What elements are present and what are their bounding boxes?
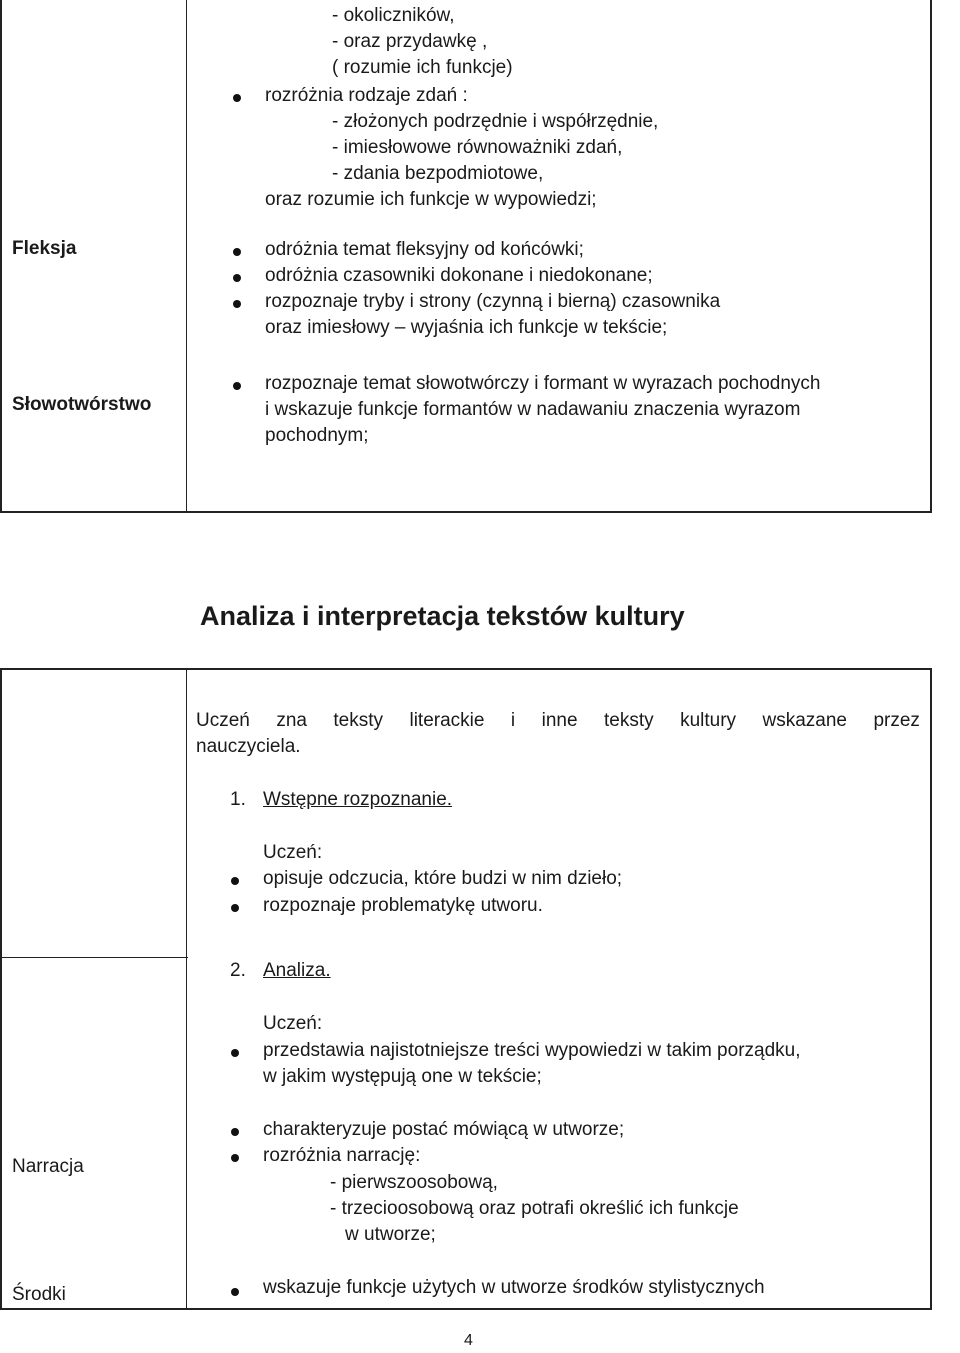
text-line: pochodnym; — [265, 425, 369, 446]
list-item: - pierwszoosobową, — [330, 1172, 498, 1193]
intro-word: Uczeń — [196, 710, 250, 731]
uczen-label: Uczeń: — [263, 842, 323, 863]
text-line: - imiesłowowe równoważniki zdań, — [332, 137, 623, 158]
intro-word: teksty — [333, 710, 384, 731]
text-line: rozpoznaje tryby i strony (czynną i bierną) czasownika — [265, 291, 721, 312]
list-item: wskazuje funkcje użytych w utworze środków stylistycznych — [263, 1277, 765, 1298]
text-line: ( rozumie ich funkcje) — [332, 57, 513, 78]
text-line: - zdania bezpodmiotowe, — [332, 163, 544, 184]
table-top-divider — [186, 0, 187, 512]
intro-word: literackie — [409, 710, 485, 731]
bullet-icon — [233, 274, 241, 282]
table-bottom-row-divider — [0, 957, 188, 958]
row-label-narracja: Narracja — [12, 1156, 84, 1177]
list-item: charakteryzuje postać mówiącą w utworze; — [263, 1119, 625, 1140]
row-label-slowotworstwo: Słowotwórstwo — [12, 394, 152, 415]
bullet-icon — [233, 382, 241, 390]
text-line: rozróżnia rodzaje zdań : — [265, 85, 468, 106]
bullet-icon — [233, 300, 241, 308]
intro-word: przez — [873, 710, 920, 731]
intro-word: kultury — [680, 710, 737, 731]
section-title: Analiza i interpretacja tekstów kultury — [200, 601, 685, 631]
text-line: rozpoznaje temat słowotwórczy i formant w wyrazach pochodnych — [265, 373, 821, 394]
intro-word: i — [510, 710, 516, 731]
bullet-icon — [231, 904, 239, 912]
row-label-fleksja: Fleksja — [12, 238, 77, 259]
list-item: przedstawia najistotniejsze treści wypowiedzi w takim porządku, — [263, 1040, 801, 1061]
row-label-srodki: Środki — [12, 1284, 66, 1305]
text-line: - złożonych podrzędnie i współrzędnie, — [332, 111, 659, 132]
heading-number: 1. — [230, 789, 246, 810]
text-line: - okoliczników, — [332, 5, 455, 26]
heading-number: 2. — [230, 960, 246, 981]
text-line: oraz imiesłowy – wyjaśnia ich funkcje w tekście; — [265, 317, 668, 338]
bullet-icon — [231, 877, 239, 885]
intro-word: inne — [541, 710, 578, 731]
intro-word: teksty — [603, 710, 654, 731]
bullet-icon — [231, 1288, 239, 1296]
text-line: i wskazuje funkcje formantów w nadawaniu znaczenia wyrazom — [265, 399, 801, 420]
bullet-icon — [231, 1154, 239, 1162]
heading-analiza: Analiza. — [263, 960, 331, 981]
bullet-icon — [233, 248, 241, 256]
intro-line-2: nauczyciela. — [196, 736, 301, 757]
table-bottom-col-divider — [186, 668, 187, 1310]
intro-word: zna — [276, 710, 307, 731]
intro-word: wskazane — [762, 710, 847, 731]
bullet-icon — [231, 1128, 239, 1136]
uczen-label: Uczeń: — [263, 1013, 323, 1034]
list-item: w jakim występują one w tekście; — [263, 1066, 542, 1087]
bullet-icon — [233, 94, 241, 102]
list-item: rozpoznaje problematykę utworu. — [263, 895, 543, 916]
list-item: opisuje odczucia, które budzi w nim dzieło; — [263, 868, 623, 889]
list-item: w utworze; — [345, 1224, 436, 1245]
bullet-icon — [231, 1049, 239, 1057]
heading-wstepne-rozpoznanie: Wstępne rozpoznanie. — [263, 789, 453, 810]
list-item: rozróżnia narrację: — [263, 1145, 421, 1166]
page-number: 4 — [464, 1332, 473, 1349]
text-line: odróżnia czasowniki dokonane i niedokonane; — [265, 265, 653, 286]
text-line: oraz rozumie ich funkcje w wypowiedzi; — [265, 189, 597, 210]
intro-line — [196, 708, 920, 734]
list-item: - trzecioosobową oraz potrafi określić ich funkcje — [330, 1198, 739, 1219]
text-line: odróżnia temat fleksyjny od końcówki; — [265, 239, 584, 260]
text-line: - oraz przydawkę , — [332, 31, 488, 52]
